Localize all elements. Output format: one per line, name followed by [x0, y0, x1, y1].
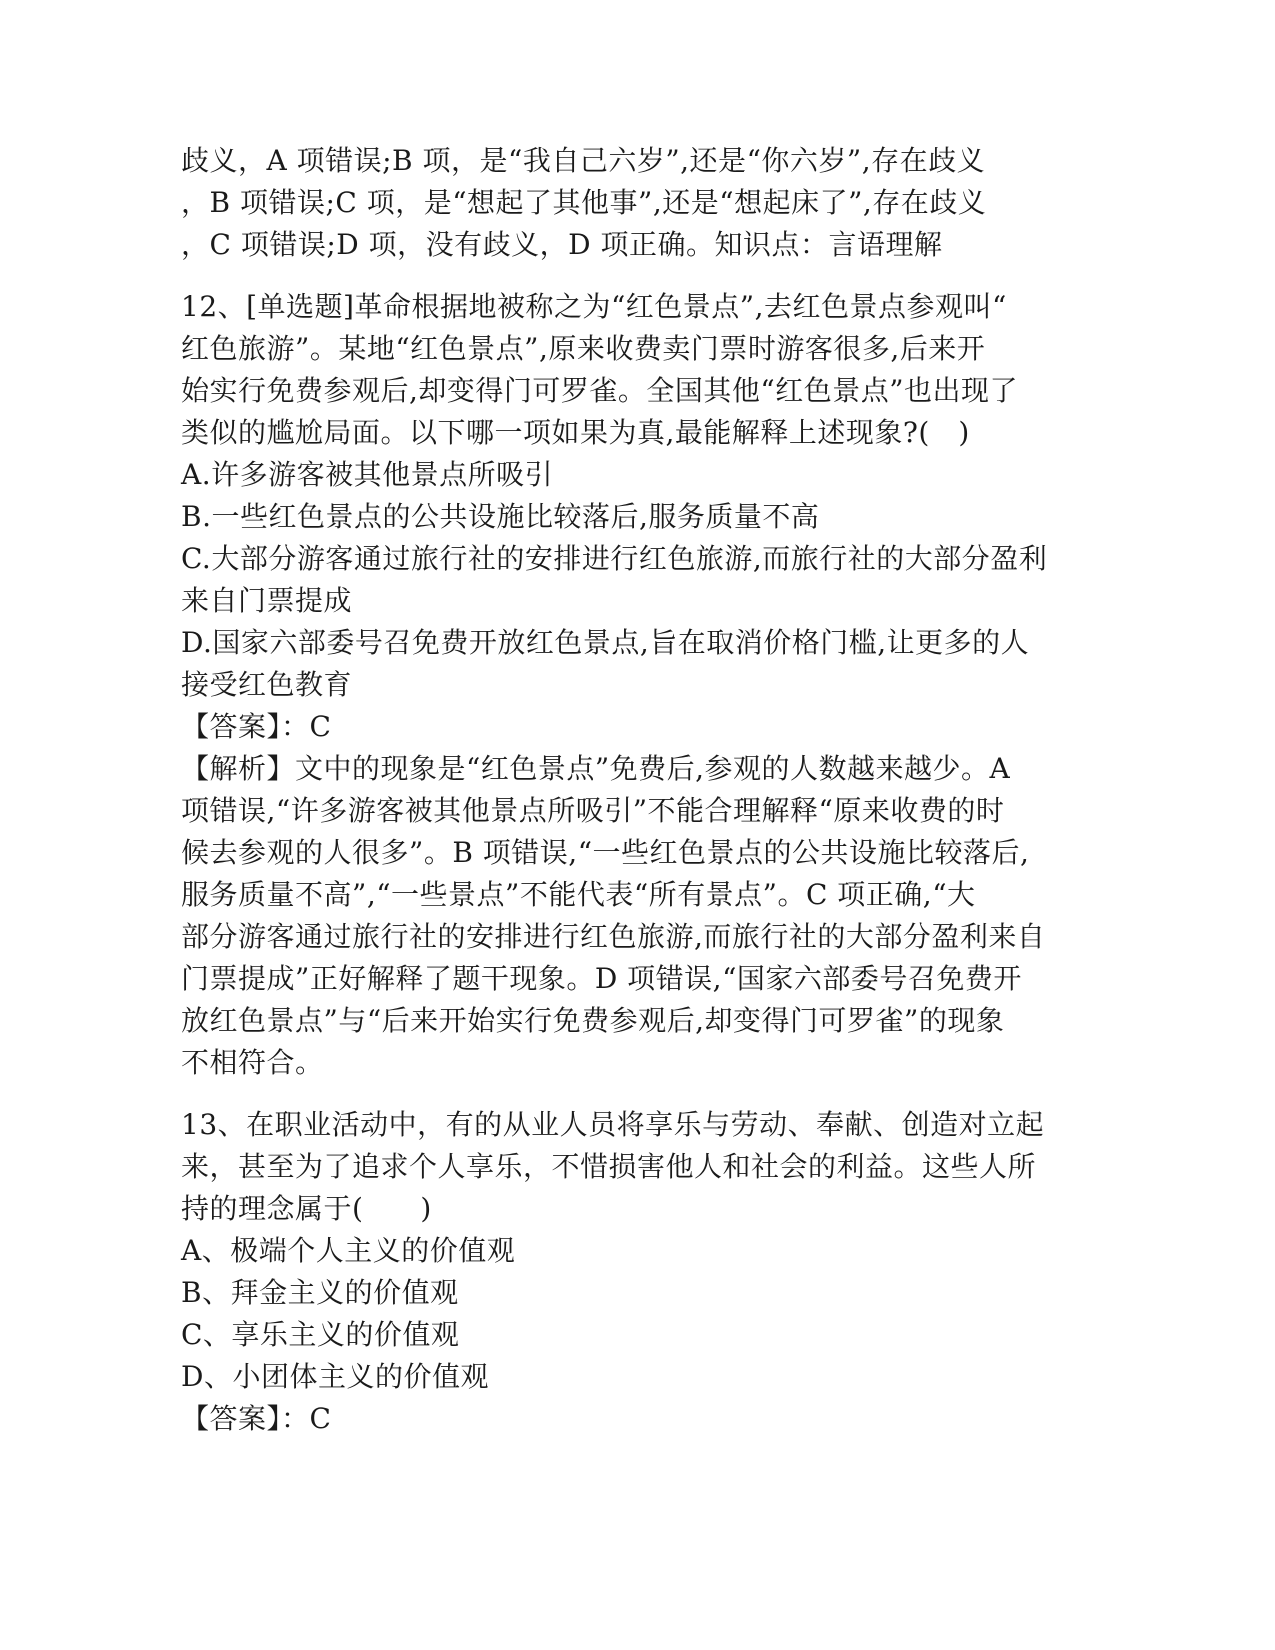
text-line: D.国家六部委号召免费开放红色景点,旨在取消价格门槛,让更多的人: [181, 626, 1030, 659]
previous-explanation: [181, 140, 1081, 266]
text-line: 歧义，A 项错误;B 项，是“我自己六岁”,还是“你六岁”,存在歧义: [181, 144, 986, 177]
option-c: C、享乐主义的价值观: [181, 1318, 460, 1351]
text-line: C.大部分游客通过旅行社的安排进行红色旅游,而旅行社的大部分盈利: [181, 542, 1048, 575]
text-line: 部分游客通过旅行社的安排进行红色旅游,而旅行社的大部分盈利来自: [181, 920, 1046, 953]
document-page: [181, 140, 1081, 1440]
text-line: 来自门票提成: [181, 584, 353, 617]
text-line: 放红色景点”与“后来开始实行免费参观后,却变得门可罗雀”的现象: [181, 1004, 1005, 1037]
option-b: B.一些红色景点的公共设施比较落后,服务质量不高: [181, 500, 820, 533]
text-line: 接受红色教育: [181, 668, 353, 701]
text-line: 12、[单选题]革命根据地被称之为“红色景点”,去红色景点参观叫“: [181, 290, 1007, 323]
analysis: [181, 748, 1081, 1084]
option-c: [181, 538, 1081, 622]
text-line: 持的理念属于( ): [181, 1192, 432, 1225]
text-line: 项错误,“许多游客被其他景点所吸引”不能合理解释“原来收费的时: [181, 794, 1005, 827]
question-stem: [181, 1104, 1081, 1230]
text-line: 候去参观的人很多”。B 项错误,“一些红色景点的公共设施比较落后,: [181, 836, 1030, 869]
question-stem: [181, 286, 1081, 454]
text-line: 类似的尴尬局面。以下哪一项如果为真,最能解释上述现象?( ): [181, 416, 970, 449]
option-d: [181, 622, 1081, 706]
option-d: D、小团体主义的价值观: [181, 1360, 489, 1393]
text-line: 始实行免费参观后,却变得门可罗雀。全国其他“红色景点”也出现了: [181, 374, 1019, 407]
option-b: B、拜金主义的价值观: [181, 1276, 459, 1309]
paragraph-gap: [181, 266, 1081, 286]
text-line: 红色旅游”。某地“红色景点”,原来收费卖门票时游客很多,后来开: [181, 332, 986, 365]
text-line: 来，甚至为了追求个人享乐，不惜损害他人和社会的利益。这些人所: [181, 1150, 1037, 1183]
text-line: 服务质量不高”,“一些景点”不能代表“所有景点”。C 项正确,“大: [181, 878, 976, 911]
text-line: ，C 项错误;D 项，没有歧义，D 项正确。知识点：言语理解: [181, 228, 943, 261]
text-line: 【解析】文中的现象是“红色景点”免费后,参观的人数越来越少。A: [181, 752, 1011, 785]
text-line: 门票提成”正好解释了题干现象。D 项错误,“国家六部委号召免费开: [181, 962, 1022, 995]
option-a: A、极端个人主义的价值观: [181, 1234, 516, 1267]
text-line: 13、在职业活动中，有的从业人员将享乐与劳动、奉献、创造对立起: [181, 1108, 1045, 1141]
answer: 【答案】：C: [181, 710, 332, 743]
paragraph-gap: [181, 1084, 1081, 1104]
option-a: A.许多游客被其他景点所吸引: [181, 458, 554, 491]
question-13: [181, 1104, 1081, 1440]
text-line: 不相符合。: [181, 1046, 324, 1079]
question-12: [181, 286, 1081, 1084]
answer: 【答案】：C: [181, 1402, 332, 1435]
text-line: ，B 项错误;C 项，是“想起了其他事”,还是“想起床了”,存在歧义: [181, 186, 987, 219]
